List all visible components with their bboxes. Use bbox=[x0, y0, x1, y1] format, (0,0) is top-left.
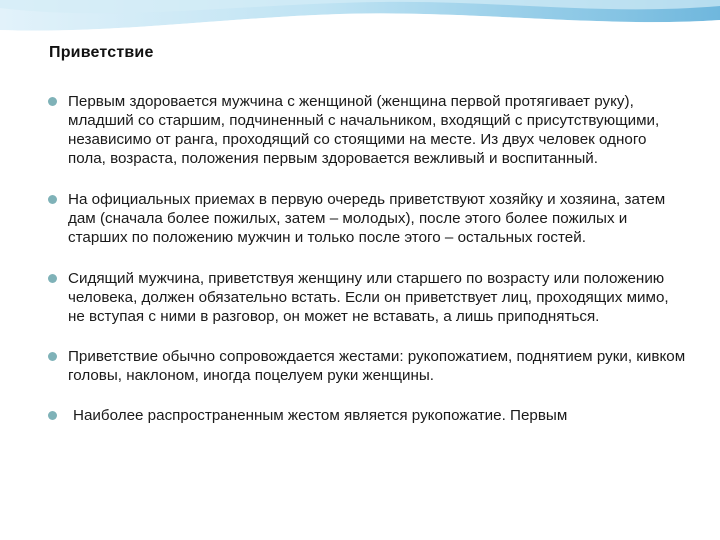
bullet-list bbox=[48, 92, 688, 425]
bullet-dot-icon bbox=[48, 274, 57, 283]
bullet-item-official-receptions bbox=[48, 190, 688, 247]
bullet-dot-icon bbox=[48, 411, 57, 420]
slide-title: Приветствие bbox=[49, 44, 154, 61]
bullet-item-handshake bbox=[48, 406, 688, 425]
bullet-dot-icon bbox=[48, 97, 57, 106]
header-wave-decoration bbox=[0, 0, 720, 48]
bullet-text: Наиболее распространенным жестом является рукопожатие. Первым bbox=[73, 407, 568, 424]
bullet-text: Приветствие обычно сопровождается жестами: рукопожатием, поднятием руки, кивком головы, наклоном, иногда поцелуем руки женщины. bbox=[68, 348, 686, 384]
bullet-dot-icon bbox=[48, 195, 57, 204]
bullet-item-greeting-order bbox=[48, 92, 688, 168]
bullet-text: Сидящий мужчина, приветствуя женщину или старшего по возрасту или положению человека, должен обязательно встать. Если он приветствует лиц, проходящих мимо, не вступая с ними в разговор, он может не вставать, а лишь приподняться. bbox=[68, 270, 669, 325]
bullet-text: На официальных приемах в первую очередь приветствуют хозяйку и хозяина, затем дам (сначала более пожилых, затем – молодых), после этого более пожилых и старших по положению мужчин и только после этого – остальных гостей. bbox=[68, 191, 666, 246]
bullet-item-seated-man bbox=[48, 269, 688, 326]
bullet-dot-icon bbox=[48, 352, 57, 361]
bullet-text: Первым здоровается мужчина с женщиной (женщина первой протягивает руку), младший со старшим, подчиненный с начальником, входящий с присутствующими, независимо от ранга, проходящий со стоящими на месте. Из двух человек одного пола, возраста, положения первым здоровается вежливый и воспитанный. bbox=[68, 93, 660, 167]
bullet-item-gestures bbox=[48, 347, 688, 385]
